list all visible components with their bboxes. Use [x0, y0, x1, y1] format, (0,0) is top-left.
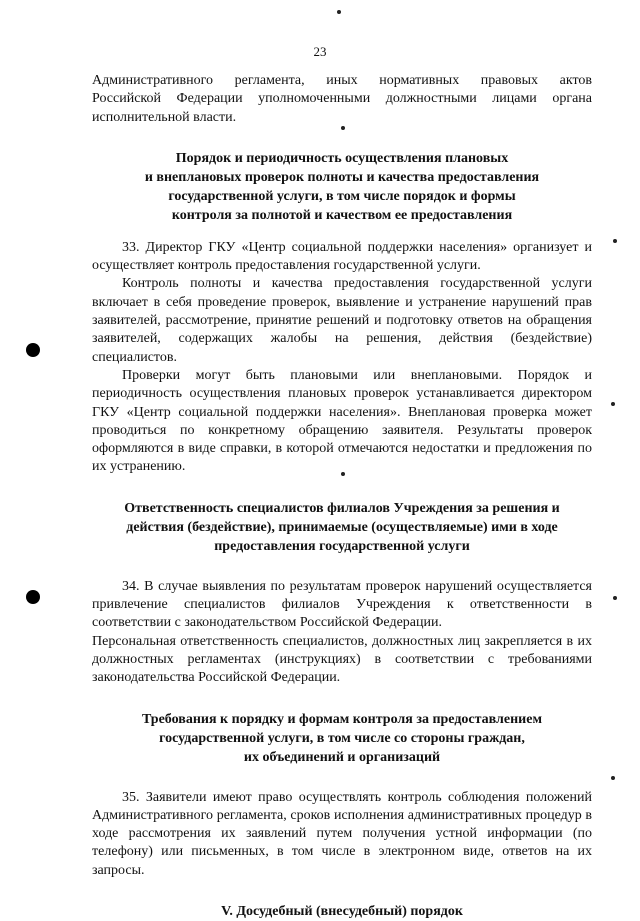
scan-speck	[337, 10, 341, 14]
intro-paragraph	[92, 72, 592, 127]
section-heading-responsibility: Ответственность специалистов филиалов Учреждения за решения и действия (бездействие), принимаемые (осуществляемые) ими в ходе предоставления государственной услуги	[124, 500, 560, 554]
document-body	[92, 72, 592, 921]
paragraph-33: 33. Директор ГКУ «Центр социальной поддержки населения» организует и осуществляет контроль предоставления государственной услуги.	[92, 239, 592, 274]
punch-hole-top	[26, 343, 40, 357]
page-number: 23	[313, 44, 327, 59]
section-heading-pretrial-procedure: V. Досудебный (внесудебный) порядок	[221, 904, 463, 920]
paragraph-personal-responsibility: Персональная ответственность специалистов, должностных лиц закрепляется в их должностных регламентах (инструкциях) в соответствии с требованиями законодательства Российской Федерации.	[92, 633, 592, 686]
intro-line: Российской Федерации уполномоченными должностными лицами органа	[92, 91, 592, 107]
scan-speck	[611, 776, 615, 780]
paragraph-control-scope: Контроль полноты и качества предоставления государственной услуги включает в себя проведение проверок, выявление и устранение нарушений прав заявителей, рассмотрение, принятие решений и подготовку ответов на обращения заявителей, содержащих жалобы на решения, действия (бездействие) специалистов.	[92, 276, 592, 365]
scan-speck	[611, 402, 615, 406]
scan-speck	[613, 596, 617, 600]
punch-hole-bottom	[26, 590, 40, 604]
intro-line: Административного регламента, иных нормативных правовых актов	[92, 73, 592, 88]
intro-line: исполнительной власти.	[92, 109, 237, 125]
paragraph-35: 35. Заявители имеют право осуществлять контроль соблюдения положений Административного регламента, сроков исполнения административных процедур в ходе рассмотрения их заявлений путем получения устной информации (по телефону) или письменных, в том числе в электронном виде, ответов на их запросы.	[92, 789, 592, 878]
section-heading-control-requirements: Требования к порядку и формам контроля за предоставлением государственной услуги, в том числе со стороны граждан, их объединений и организаций	[142, 711, 542, 765]
paragraph-checks: Проверки могут быть плановыми или внеплановыми. Порядок и периодичность осуществления плановых проверок устанавливается директором ГКУ «Центр социальной поддержки населения». Внеплановая проверка может проводиться по конкретному обращению заявителя. Результаты проверок оформляются в виде справки, в которой отмечаются недостатки и предложения по их устранению.	[92, 367, 592, 475]
section-heading-control-procedure: Порядок и периодичность осуществления плановых и внеплановых проверок полноты и качества предоставления государственной услуги, в том числе порядок и формы контроля за полнотой и качеством ее предоставления	[144, 150, 540, 223]
paragraph-34: 34. В случае выявления по результатам проверок нарушений осуществляется привлечение специалистов филиалов Учреждения к ответственности в соответствии с законодательством Российской Федерации.	[92, 578, 592, 631]
scan-speck	[613, 239, 617, 243]
